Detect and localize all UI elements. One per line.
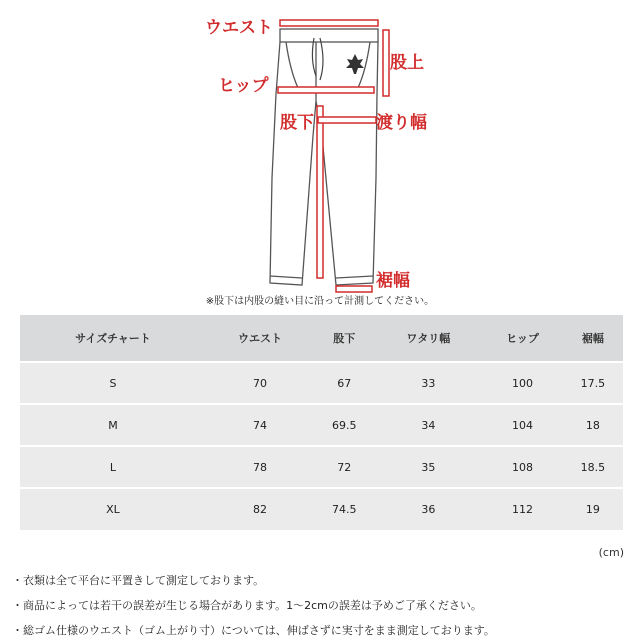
- cell-thigh: 35: [374, 446, 482, 488]
- cell-hem: 18.5: [563, 446, 623, 488]
- cell-inseam: 72: [314, 446, 374, 488]
- table-row: [20, 404, 623, 446]
- left-pocket: [286, 42, 298, 88]
- cell-waist: 70: [253, 376, 268, 390]
- size-chart-table: [20, 315, 623, 530]
- cell-thigh: 34: [374, 404, 482, 446]
- note-item: ・衣類は全て平台に平置きして測定しております。: [12, 574, 265, 587]
- note-item: ・商品によっては若干の誤差が生じる場合があります。1～2cmの誤差は予めご了承ください。: [12, 599, 482, 612]
- table-row: [20, 488, 623, 530]
- table-row: [20, 362, 623, 404]
- header-hip: ヒップ: [482, 315, 562, 362]
- cell-hip: 100: [512, 376, 533, 390]
- cell-thigh: 36: [374, 488, 482, 530]
- cell-waist: 82: [206, 488, 314, 530]
- header-hem: 裾幅: [563, 315, 623, 362]
- cell-hem: 18: [563, 404, 623, 446]
- right-cuff: [336, 276, 373, 278]
- cell-hip: 104: [482, 404, 562, 446]
- table-row: [20, 446, 623, 488]
- cell-waist: 78: [206, 446, 314, 488]
- cell-size: S: [109, 376, 117, 390]
- cell-hem: 17.5: [580, 376, 606, 390]
- header-thigh: ワタリ幅: [374, 315, 482, 362]
- thigh-label: 渡り幅: [376, 113, 427, 133]
- cell-hip: 112: [482, 488, 562, 530]
- cell-inseam: 67: [337, 376, 352, 390]
- cell-waist: 74: [206, 404, 314, 446]
- cell-thigh: 33: [421, 376, 436, 390]
- header-inseam: 股下: [314, 315, 374, 362]
- unit-label: (cm): [598, 546, 624, 559]
- cell-size: M: [20, 404, 206, 446]
- note-item: ・総ゴム仕様のウエスト（ゴム上がり寸）については、伸ばさずに実寸をまま測定しております。: [12, 624, 495, 637]
- inseam-label: 股下: [280, 113, 314, 133]
- cell-inseam: 74.5: [314, 488, 374, 530]
- cell-hem: 19: [563, 488, 623, 530]
- rise-label: 股上: [390, 53, 424, 73]
- waist-label: ウエスト: [205, 18, 273, 38]
- pants-measurement-diagram: [0, 0, 640, 300]
- table-header-row: [20, 315, 623, 362]
- header-size: サイズチャート: [20, 315, 206, 362]
- leaf-logo-icon: [346, 54, 364, 74]
- cell-size: XL: [20, 488, 206, 530]
- hip-label: ヒップ: [218, 76, 269, 96]
- drawstring: [312, 38, 323, 80]
- notes-list: [12, 568, 495, 643]
- cell-hip: 108: [482, 446, 562, 488]
- header-waist: ウエスト: [206, 315, 314, 362]
- cell-inseam: 69.5: [314, 404, 374, 446]
- waistband: [280, 29, 378, 42]
- hem-label: 裾幅: [376, 271, 410, 291]
- left-cuff: [270, 276, 302, 278]
- cell-size: L: [20, 446, 206, 488]
- measurement-note: ※股下は内股の縫い目に沿って計測してください。: [205, 296, 435, 307]
- measurement-caps: [278, 20, 389, 292]
